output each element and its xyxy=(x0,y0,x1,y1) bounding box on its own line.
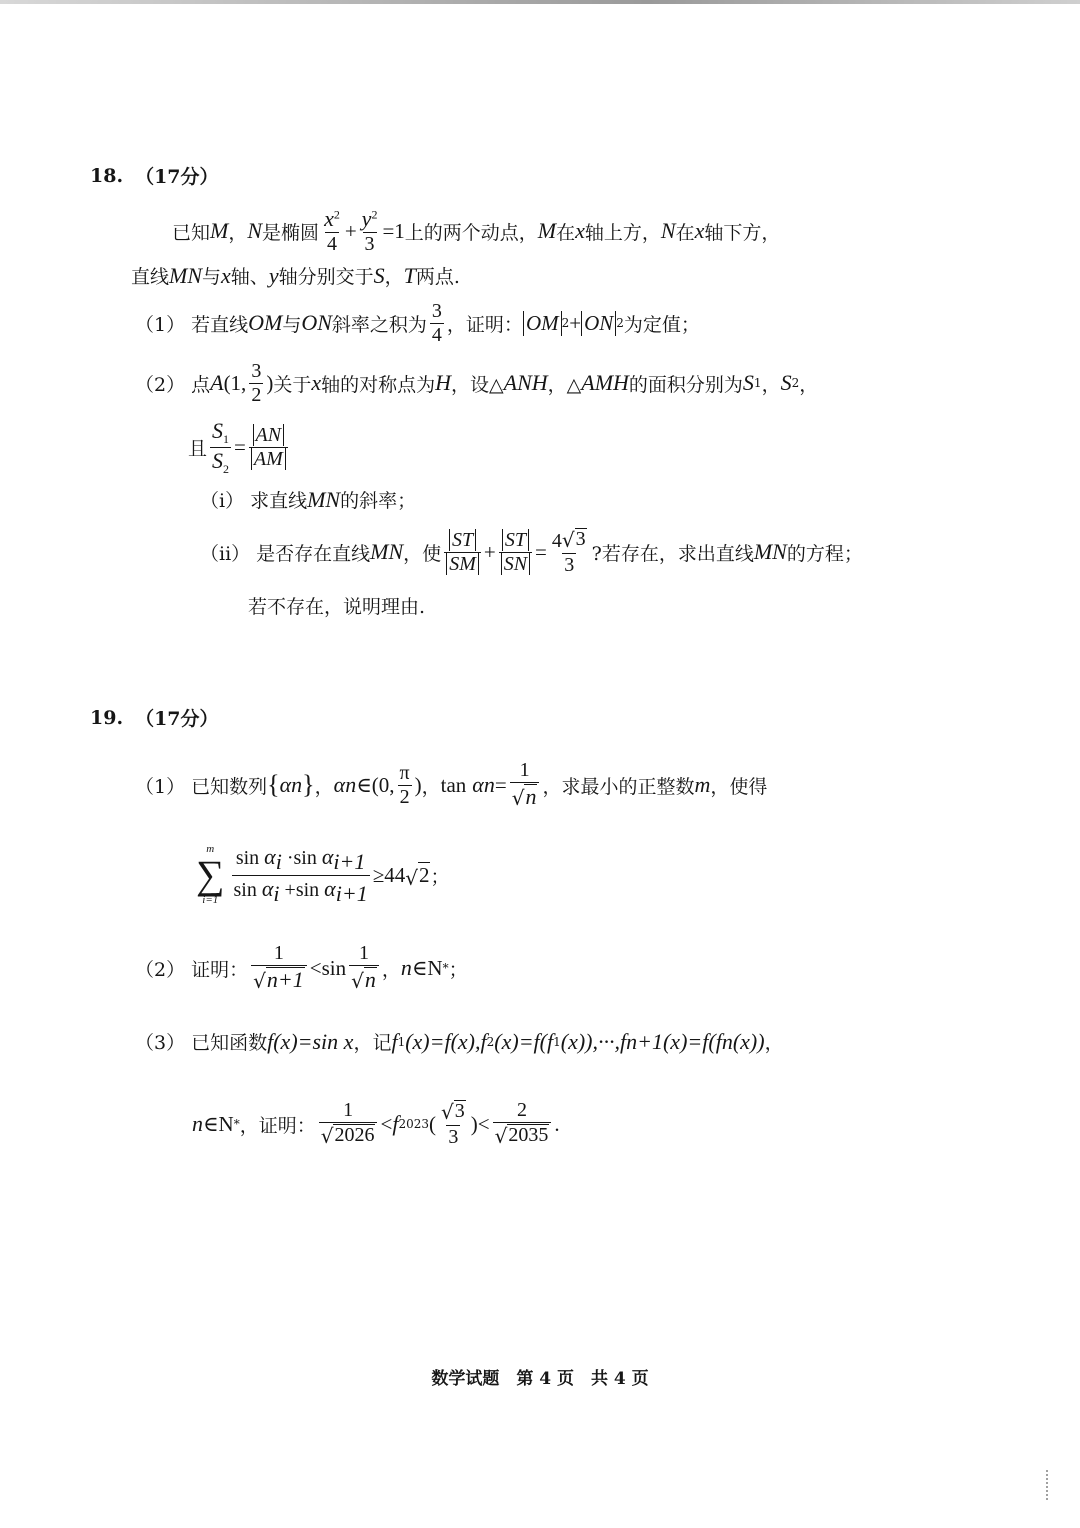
var-mn: MN xyxy=(307,486,341,512)
plus-sign: + xyxy=(483,539,496,564)
sin-function: sin xyxy=(293,847,317,870)
target-value-fraction xyxy=(550,528,589,576)
var-a: A xyxy=(210,370,224,395)
text: 在 xyxy=(675,221,695,244)
var-s1: S xyxy=(742,370,754,395)
text: 是否存在直线 xyxy=(256,542,371,565)
sqrt-3: √ 3 xyxy=(441,1100,465,1124)
recurrence-3: (x)),···, xyxy=(560,1028,620,1054)
text: ，设△ xyxy=(451,373,504,396)
subscript: 1 xyxy=(223,431,230,446)
radicand: n+1 xyxy=(266,966,304,992)
q18-part2-i xyxy=(200,486,416,513)
denominator: 4 xyxy=(431,323,442,346)
text: 是椭圆 xyxy=(262,221,320,244)
var-n: N xyxy=(660,218,676,243)
in-sign: ∈ xyxy=(203,1111,219,1136)
func-f2023: f xyxy=(392,1111,399,1136)
text: 已知函数 xyxy=(191,1032,268,1054)
var-n: n xyxy=(400,955,412,980)
var-n: N xyxy=(247,218,263,243)
sin-function: sin xyxy=(233,878,257,901)
text: 若直线 xyxy=(191,313,249,336)
text: 已知数列 xyxy=(191,775,268,798)
part-label: （ii） xyxy=(200,542,251,565)
var-n: n xyxy=(192,1111,203,1136)
part-label: （2） xyxy=(135,373,186,396)
text: ， xyxy=(381,958,401,981)
coefficient: 44 xyxy=(384,862,406,887)
part-label: （2） xyxy=(135,958,186,981)
numerator: π xyxy=(399,761,410,784)
var-s2: S xyxy=(212,447,224,473)
sin-argument-fraction xyxy=(349,943,379,993)
abs-an: AN xyxy=(253,424,285,446)
numerator: 3 xyxy=(431,299,442,322)
text: ，证明： xyxy=(239,1114,316,1137)
scan-edge xyxy=(0,0,1080,4)
text: 与 xyxy=(202,266,222,288)
var-mn: MN xyxy=(370,539,404,564)
q19-header xyxy=(90,704,219,731)
text: 的面积分别为 xyxy=(628,373,743,396)
function-definition: f(x)=sin x xyxy=(267,1028,354,1054)
var-t: T xyxy=(403,262,416,288)
sqrt-n: √ n xyxy=(511,783,537,811)
numerator: 1 xyxy=(273,941,284,964)
subscript: 2 xyxy=(486,1034,495,1049)
abs-st: ST xyxy=(449,529,476,551)
var-mn: MN xyxy=(753,539,787,564)
subscript: i+1 xyxy=(333,849,366,875)
var-anh: ANH xyxy=(503,370,548,395)
ellipse-y-term xyxy=(360,207,380,255)
radicand: 3 xyxy=(454,1100,465,1122)
text: 为定值； xyxy=(623,313,700,336)
q18-ratio-condition xyxy=(188,414,291,480)
lt-sign: < xyxy=(309,955,322,980)
recurrence-2: (x)=f( xyxy=(494,1028,547,1054)
part-label: （1） xyxy=(135,313,186,336)
scan-artifact xyxy=(1046,1470,1052,1500)
text: ， xyxy=(761,373,781,396)
length-ratio-fraction xyxy=(249,425,288,470)
var-x: x xyxy=(221,262,231,288)
text: 斜率之积为 xyxy=(331,313,427,336)
star: * xyxy=(233,1117,240,1131)
q19-sum-inequality xyxy=(196,842,450,908)
var-m: m xyxy=(694,772,711,797)
ge-sign: ≥ xyxy=(372,862,385,887)
func-fn: f xyxy=(715,1028,722,1054)
var-om: OM xyxy=(248,310,283,335)
func-fn1: f xyxy=(620,1028,627,1054)
func-f2: f xyxy=(480,1028,487,1054)
pi-half-fraction xyxy=(398,763,412,808)
recurrence-1: (x)=f(x), xyxy=(405,1028,481,1054)
q19-part3-line2 xyxy=(192,1092,560,1156)
text: 轴的对称点为 xyxy=(321,373,436,396)
st-sm-fraction xyxy=(444,530,481,575)
equals-sign: = xyxy=(494,772,507,797)
sqrt-3: √ 3 xyxy=(561,528,586,552)
text: 轴分别交于 xyxy=(278,266,374,288)
radicand: n xyxy=(525,783,537,809)
text: 已知 xyxy=(172,221,211,244)
var-m: M xyxy=(537,218,557,243)
subscript: 1 xyxy=(397,1034,406,1049)
plus-sign: + xyxy=(284,878,296,901)
subscript: n xyxy=(291,772,303,797)
numerator: 2 xyxy=(516,1099,527,1121)
in-sign: ∈ xyxy=(411,955,428,980)
subscript: n xyxy=(345,772,357,797)
text: ， xyxy=(384,266,404,288)
slope-product-fraction xyxy=(430,301,444,346)
interval-close: ) xyxy=(414,772,422,797)
var-x: x xyxy=(324,206,334,231)
st-sn-fraction xyxy=(499,530,532,575)
text: 点 xyxy=(191,373,211,396)
numerator: 1 xyxy=(343,1099,354,1121)
sin-function: sin xyxy=(321,955,347,980)
interval-open: ∈(0, xyxy=(356,772,395,797)
q19-part3-line1 xyxy=(135,1028,784,1055)
subscript: 1 xyxy=(753,376,762,390)
abs-sm: SM xyxy=(446,553,479,575)
func-f1: f xyxy=(391,1028,398,1054)
text: 与 xyxy=(282,313,302,336)
times-dot: · xyxy=(286,847,294,870)
period: . xyxy=(554,1111,560,1136)
var-s1: S xyxy=(212,417,224,443)
var-mn: MN xyxy=(169,262,203,288)
q18-header xyxy=(90,162,219,189)
sqrt-2: √ 2 xyxy=(405,863,430,890)
tan-function: tan xyxy=(440,772,467,797)
var-on: ON xyxy=(301,310,332,335)
q18-part1 xyxy=(135,296,700,350)
natural-set: N xyxy=(218,1111,234,1136)
var-y: y xyxy=(361,206,372,231)
text: 证明： xyxy=(191,958,249,981)
paren-close: ) xyxy=(470,1111,478,1136)
text: ； xyxy=(430,865,450,888)
text: 轴下方， xyxy=(704,221,781,244)
var-alpha: α xyxy=(261,875,274,901)
recurrence-5: (x)) xyxy=(732,1028,765,1054)
abs-am: AM xyxy=(251,448,286,470)
exponent: 2 xyxy=(561,316,570,330)
sqrt-n-plus-1: √ n+1 xyxy=(253,966,304,994)
text: 关于 xyxy=(273,373,312,396)
text: ，求最小的正整数 xyxy=(542,775,695,798)
q18-part2-ii xyxy=(200,520,863,584)
sqrt-2026: √ 2026 xyxy=(320,1124,375,1148)
var-y: y xyxy=(268,262,279,288)
area-ratio-fraction xyxy=(210,419,231,475)
abs-sn: SN xyxy=(501,553,530,575)
text: ，使得 xyxy=(710,775,768,798)
exponent: 2 xyxy=(371,207,378,222)
brace-open: { xyxy=(267,770,280,799)
text: ，记 xyxy=(353,1032,392,1054)
equation-rhs: =1 xyxy=(382,218,405,243)
text: 直线 xyxy=(131,266,170,288)
denominator: 3 xyxy=(364,233,375,255)
q19-number: 19. xyxy=(90,706,124,729)
lt-sign: < xyxy=(380,1111,393,1136)
sqrt3-over-3 xyxy=(439,1100,468,1148)
var-m: M xyxy=(210,218,229,243)
text: 轴、 xyxy=(230,266,269,288)
sum-lower: i=1 xyxy=(202,894,219,906)
sqrt-2035: √ 2035 xyxy=(494,1124,549,1148)
numerator: 1 xyxy=(519,758,530,781)
text: 的斜率； xyxy=(340,490,417,512)
natural-set: N xyxy=(427,955,443,980)
sin-function: sin xyxy=(295,878,320,901)
denominator: 3 xyxy=(564,554,575,576)
q18-intro-line2 xyxy=(131,262,460,289)
subscript: 2 xyxy=(223,461,230,476)
plus-sign: + xyxy=(344,218,357,243)
q18-number: 18. xyxy=(90,164,124,187)
numerator: 3 xyxy=(251,359,262,382)
point-a-y-fraction xyxy=(249,361,263,406)
one-over-sqrt-n xyxy=(510,760,540,810)
q18-part2 xyxy=(135,356,818,410)
denominator: 4 xyxy=(326,233,337,255)
var-alpha: α xyxy=(264,844,276,870)
subscript: n xyxy=(721,1028,733,1054)
text: 的方程； xyxy=(786,542,863,565)
denominator: 3 xyxy=(448,1126,459,1148)
lower-bound-fraction xyxy=(319,1100,378,1148)
equals-sign: = xyxy=(535,539,547,564)
subscript: n xyxy=(483,772,495,797)
subscript: 2 xyxy=(791,376,800,390)
sine-ratio-fraction xyxy=(232,845,370,904)
page-footer: 数学试题 第 4 页 共 4 页 xyxy=(431,1369,649,1389)
radicand: n xyxy=(364,966,376,992)
sin-function: sin xyxy=(235,847,260,870)
subscript: i+1 xyxy=(335,880,368,906)
text: ， xyxy=(314,775,334,798)
var-amh: AMH xyxy=(581,370,629,395)
text: ， xyxy=(421,775,441,798)
sqrt-n: √ n xyxy=(351,966,376,994)
func-f1: f xyxy=(546,1028,554,1054)
plus-sign: + xyxy=(569,310,582,335)
text: 上的两个动点， xyxy=(404,221,538,244)
text: ， xyxy=(764,1032,784,1054)
var-x: x xyxy=(575,218,585,243)
star: * xyxy=(442,961,449,975)
var-h: H xyxy=(435,370,451,395)
subscript: 1 xyxy=(553,1034,561,1049)
text: ，使 xyxy=(403,542,442,565)
coefficient: 4 xyxy=(551,530,562,552)
q19-part2 xyxy=(135,938,468,998)
ellipse-x-term xyxy=(322,207,342,255)
subscript: i xyxy=(275,849,282,875)
summation-symbol: m ∑ i=1 xyxy=(196,843,225,906)
q19-score: （17分） xyxy=(135,708,219,730)
text: 若不存在，说明理由. xyxy=(248,596,426,618)
radicand: 2035 xyxy=(508,1124,549,1146)
text: 轴上方， xyxy=(584,221,661,244)
part-label: （i） xyxy=(200,490,245,512)
point-open: (1, xyxy=(223,370,247,395)
abs-on: ON xyxy=(581,311,616,336)
recurrence-4: (x)=f( xyxy=(662,1028,716,1054)
text: 且 xyxy=(188,437,208,460)
part-label: （3） xyxy=(135,1032,186,1054)
brace-close: } xyxy=(302,770,315,799)
denominator: 2 xyxy=(399,785,410,808)
numerator: 1 xyxy=(358,941,369,964)
text: ， xyxy=(228,221,248,244)
exponent: 2 xyxy=(333,207,340,222)
one-over-sqrt-n-plus-1 xyxy=(251,943,307,993)
var-s: S xyxy=(373,262,385,288)
point-close: ) xyxy=(266,370,274,395)
var-alpha: α xyxy=(279,772,292,797)
abs-om: OM xyxy=(523,311,562,336)
lt-sign: < xyxy=(477,1111,490,1136)
var-x: x xyxy=(311,370,322,395)
var-s2: S xyxy=(780,370,792,395)
text: 在 xyxy=(556,221,576,244)
radicand: 3 xyxy=(575,528,586,550)
text: ，证明： xyxy=(446,313,523,336)
text: 两点. xyxy=(415,266,460,288)
var-alpha: α xyxy=(321,844,334,870)
paren-open: ( xyxy=(429,1111,436,1136)
abs-st: ST xyxy=(502,529,529,551)
q18-intro-line1 xyxy=(172,202,780,260)
text: 求直线 xyxy=(250,490,308,512)
subscript: i xyxy=(273,880,280,906)
radicand: 2 xyxy=(418,863,430,887)
subscript: n+1 xyxy=(626,1028,663,1054)
var-alpha: α xyxy=(333,772,346,797)
equals-sign: = xyxy=(234,434,246,459)
var-alpha: α xyxy=(324,875,336,901)
q19-part1 xyxy=(135,756,767,814)
var-x: x xyxy=(694,218,705,243)
exponent: 2 xyxy=(616,316,624,330)
text: ； xyxy=(448,958,468,981)
var-alpha: α xyxy=(472,772,484,797)
text: ， xyxy=(799,373,819,396)
radicand: 2026 xyxy=(334,1124,375,1146)
upper-bound-fraction xyxy=(493,1100,552,1148)
denominator: 2 xyxy=(251,383,262,406)
text: ，△ xyxy=(547,373,582,396)
q18-part2-ii-cont xyxy=(248,592,425,619)
subscript: 2023 xyxy=(398,1117,429,1131)
sum-upper: m xyxy=(206,843,215,855)
text: ?若存在，求出直线 xyxy=(591,542,754,565)
part-label: （1） xyxy=(135,775,186,798)
q18-score: （17分） xyxy=(135,166,219,188)
